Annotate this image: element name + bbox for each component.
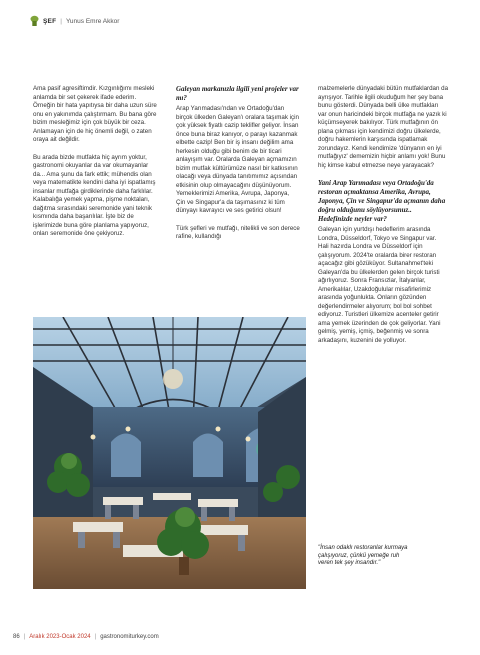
article-column-2 [176,85,300,251]
article-column-3 [318,85,448,354]
issue-date: Aralık 2023-Ocak 2024 [29,634,91,640]
author-name: Yunus Emre Akkor [65,17,120,25]
section-label: ŞEF [43,17,57,25]
paragraph: Türk şefleri ve mutfağı, nitelikli ve son derece rafine, kullandığı [176,224,300,240]
restaurant-interior-photo [33,317,306,589]
pull-quote: "İnsan odaklı restoranlar kurmaya çalışıyoruz, çünkü yemeğe ruh veren tek şey insandır." [318,545,408,567]
page-number: 86 [13,634,20,640]
page-header [30,14,119,28]
interview-question: Galeyan markanızla ilgili yeni projeler var mı? [176,85,299,102]
paragraph: Arap Yarımadası'ndan ve Ortadoğu'dan birçok ülkeden Galeyan'ı oralara taşımak için çok yüksek fiyatlı cazip teklifler geliyor. İnsan önce buna biraz kanıyor, o parayı kazanmak elbette cazip! Ben bir iş insanı değilim ama herkesin olduğu gibi benim de bir ticari anlayışım var. Oralarda Galeyan açmamızın bizim mutfak kültürümüze nasıl bir katkısının olacağı veya dünyada tanıtımımız açısından etkisinin olup olmayacağını düşünüyorum. Yemeklerimizi Amerika, Avrupa, Japonya, Çin ve Singapur'a da taşımasınız ki tüm dünyayı kavrayıcı ve ses getirici olsun! [176,105,299,214]
website-link[interactable]: gastronomiturkey.com [100,634,159,640]
article-column-1 [33,85,158,248]
paragraph: malzemelerle dünyadaki bütün mutfaklardan da ayrışıyor. Tarihle ilgili okuduğum her şey bana bunu gösterdi. Dünyada belli ülke mutfakları var onun haricindeki birçok mutfağa ne yazık ki küçümseyerek bakılıyor. Türk mutfağının ön plana çıkması için kendimizi doğru ülkelerde, doğru hakemlerin karşısında ispatlamak zorundayız. Kendi kendimize 'dünyanın en iyi mutfağıyız' dememizin hiçbir anlamı yok! Bunu hiç kimse kabul etmezse neye yarayacak? [318,85,449,169]
page-footer: 86 | Aralık 2023-Ocak 2024 | gastronomiturkey.com [13,634,159,640]
interview-question: Yani Arap Yarımadası veya Ortadoğu'da restoran açmaktansa Amerika, Avrupa, Japonya, Çin ve Singapur'da açmanın daha doğru olduğunu söylüyorsunuz.. Hedefinizde neyler var? [318,179,446,223]
paragraph: Bu arada bizde mutfakta hiç ayrım yoktur, gastronomi okuyanlar da var okumayanlar da... Ama şunu da fark ettik; mühendis olan veya matematikte kendini daha iyi ispatlamış insanlar mutfağa girdiklerinde daha farklılar. Kalabalığa yemek yapma, pişme noktaları, dağıtma sırasındaki seremonide yani teknik kısmında daha başarılılar. İşte biz de işlerimizde buna göre planlama yapıyoruz, onları seremonide öne çekiyoruz. [33,153,156,237]
paragraph: Ama pasif agresiftimdir. Kızgınlığımı mesleki anlamda bir set çekerek ifade ederim. Örneğin bir hata yapıtıysa bir daha uzun süre onu en yakınımda çalıştırmam. Bu bana göre bizim mesleğimiz için çok büyük bir ceza. Anlamayan için de hiç önemli değil, o zaten oraya ait değildir. [33,85,157,143]
paragraph: Galeyan için yurtdışı hedeflerim arasında Londra, Düsseldorf, Tokyo ve Singapur var. Hali hazırda Londra ve Düsseldorf için çalışıyorum. 2024'te oralarda birer restoran açacağız gibi gözüküyor. Sultanahmet'teki Galeyan'da bu ülkelerden gelen birçok turisti ağırlıyoruz. Sonra Fransızlar, İtalyanlar, Amerikalılar, Uzakdoğulular misafirlerimiz arasında yoğunlukta. Onların gözünden değerlendirmeler alıyorum; bol bol sohbet ediyoruz. Turistleri ülkemize acenteler getirir ama yemek üzerinden de çok geliyorlar. Yani gelmiş, yemiş, içmiş, beğenmiş ve sonra arkadaşını, kuzenini de yolluyor. [318,226,441,344]
header-separator: | [60,17,62,25]
chef-logo-icon [30,15,39,27]
